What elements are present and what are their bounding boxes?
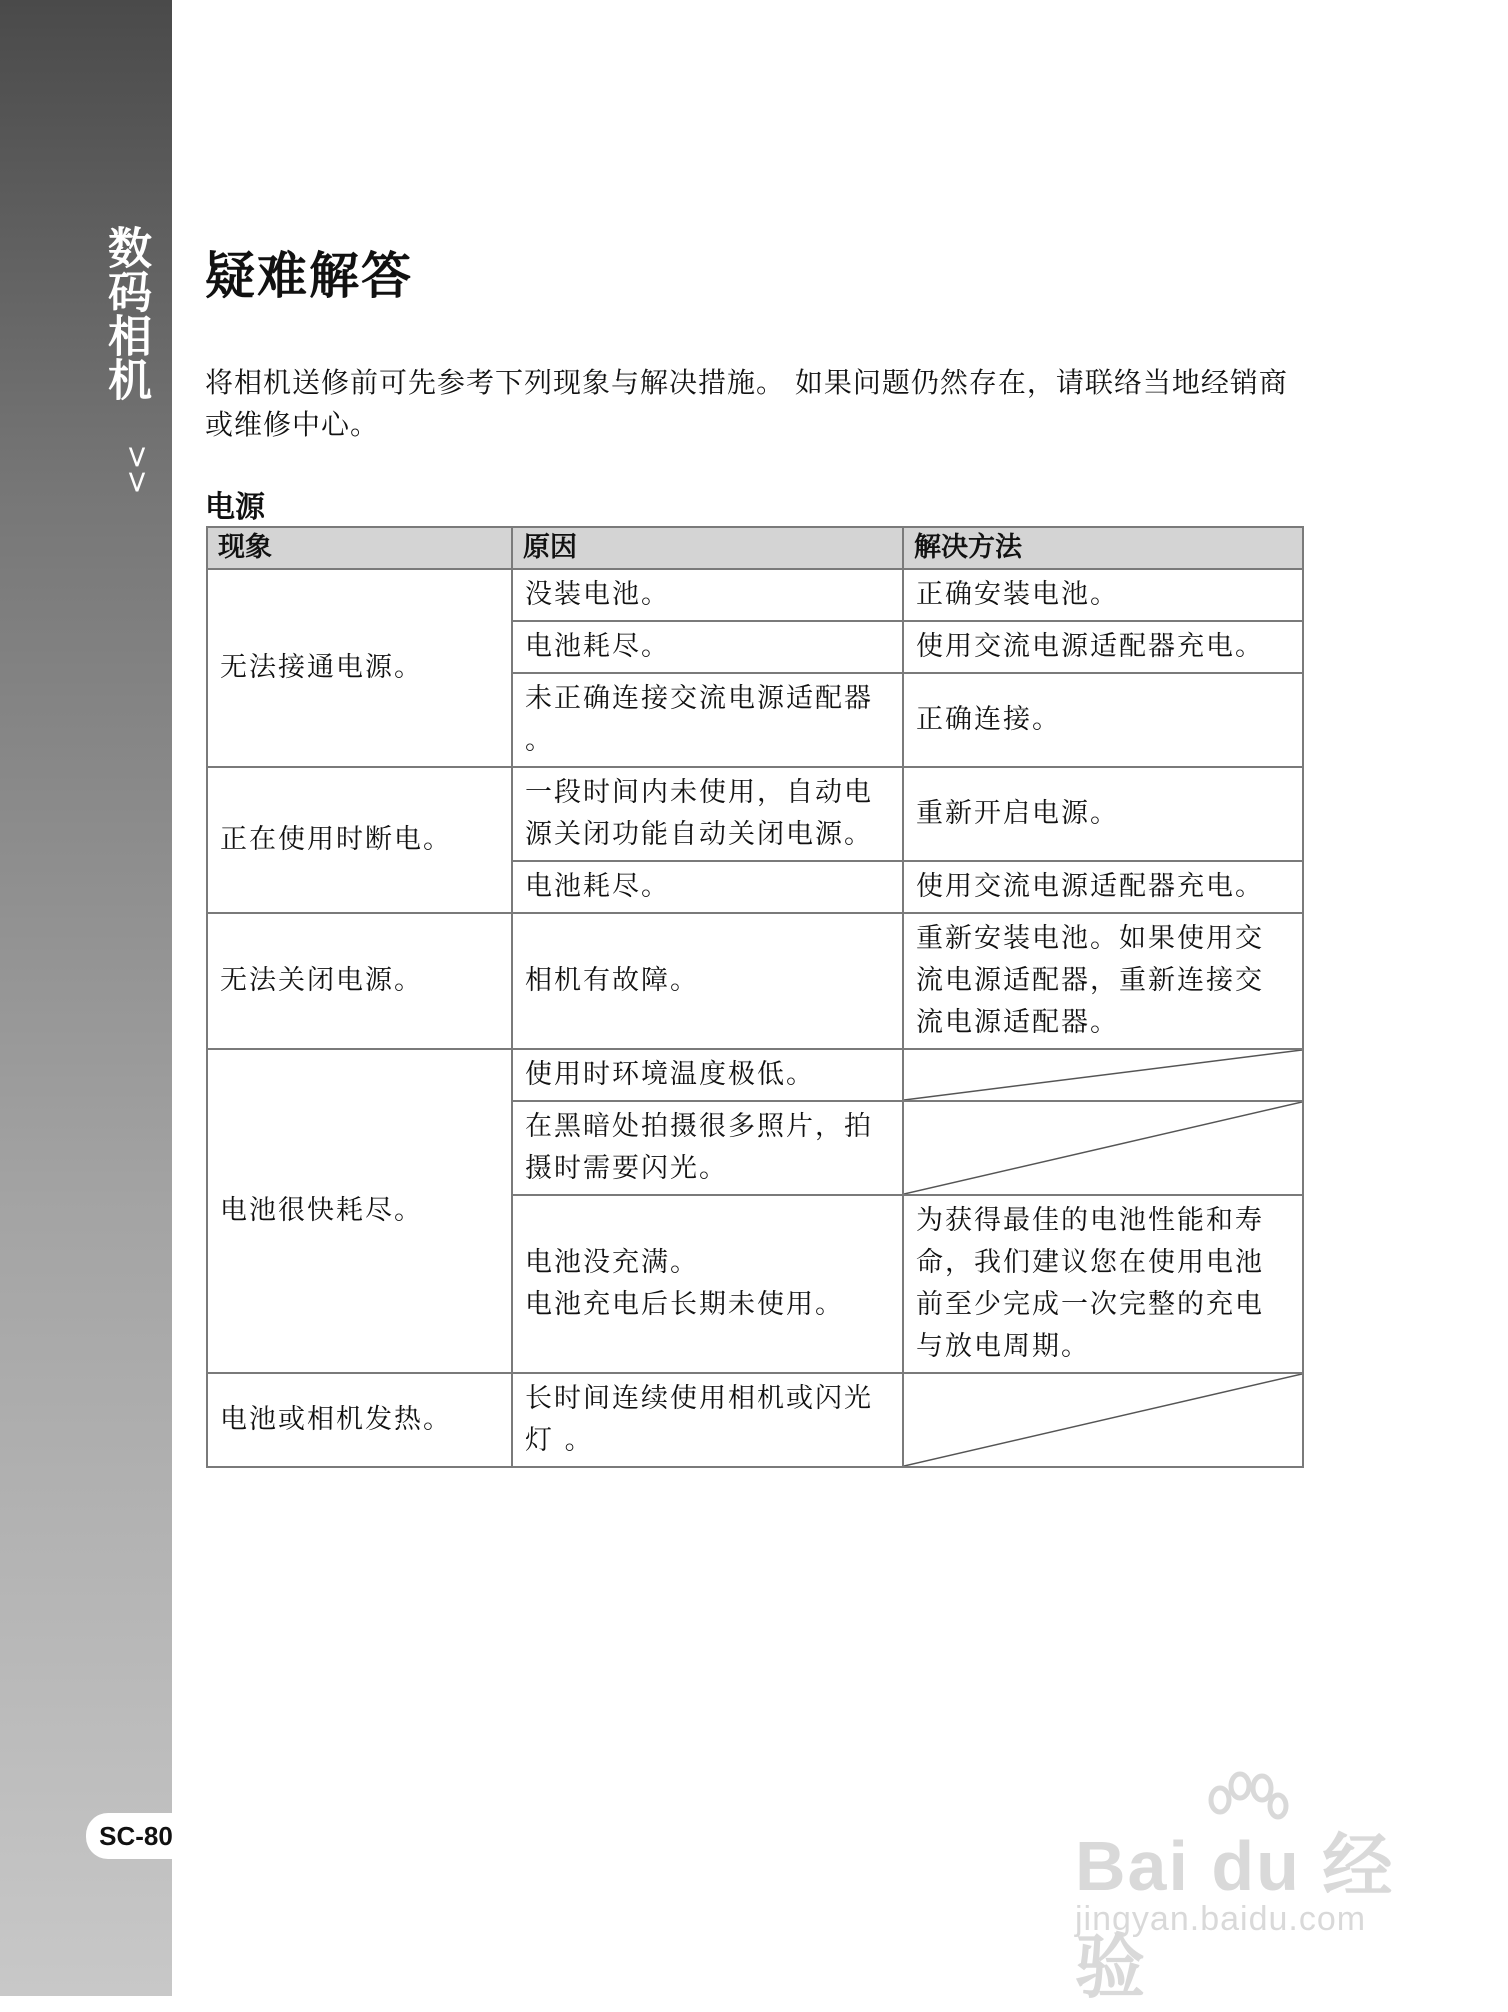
solution-cell: 重新安装电池。如果使用交流电源适配器，重新连接交流电源适配器。 (903, 913, 1303, 1049)
solution-cell: 正确安装电池。 (903, 569, 1303, 621)
troubleshooting-table (206, 526, 1304, 1468)
section-title: 电源 (205, 490, 265, 525)
cause-cell: 电池耗尽。 (512, 861, 903, 913)
empty-solution-cell (903, 1049, 1303, 1101)
solution-cell: 正确连接。 (903, 673, 1303, 767)
table-row (207, 569, 1303, 621)
sidebar (0, 0, 172, 1996)
symptom-cell: 电池或相机发热。 (207, 1373, 512, 1467)
chapter-title: 数码相机 (100, 225, 151, 401)
symptom-cell: 无法接通电源。 (207, 569, 512, 767)
table-row (207, 1373, 1303, 1467)
header-solution: 解决方法 (903, 527, 1303, 569)
solution-cell: 为获得最佳的电池性能和寿命，我们建议您在使用电池前至少完成一次完整的充电与放电周期。 (903, 1195, 1303, 1373)
cause-cell: 在黑暗处拍摄很多照片，拍摄时需要闪光。 (512, 1101, 903, 1195)
cause-cell: 一段时间内未使用，自动电源关闭功能自动关闭电源。 (512, 767, 903, 861)
diagonal-slash (904, 1374, 1302, 1466)
cause-cell: 长时间连续使用相机或闪光灯 。 (512, 1373, 903, 1467)
cause-line: 电池没充满。 (525, 1247, 699, 1278)
empty-solution-cell (903, 1373, 1303, 1467)
symptom-cell: 正在使用时断电。 (207, 767, 512, 913)
symptom-cell: 无法关闭电源。 (207, 913, 512, 1049)
intro-paragraph: 将相机送修前可先参考下列现象与解决措施。 如果问题仍然存在，请联络当地经销商或维修中心。 (205, 366, 1288, 441)
chapter-arrow-icon: >> (119, 444, 155, 495)
header-cause: 原因 (512, 527, 903, 569)
cause-cell: 相机有故障。 (512, 913, 903, 1049)
table-row (207, 913, 1303, 1049)
diagonal-slash (904, 1050, 1302, 1100)
table-row (207, 1049, 1303, 1101)
cause-line: 电池充电后长期未使用。 (525, 1289, 844, 1320)
solution-cell: 使用交流电源适配器充电。 (903, 861, 1303, 913)
page-number: SC-80 (86, 1813, 186, 1859)
page-title: 疑难解答 (205, 247, 413, 305)
cause-cell: 电池耗尽。 (512, 621, 903, 673)
solution-cell: 使用交流电源适配器充电。 (903, 621, 1303, 673)
header-symptom: 现象 (207, 527, 512, 569)
table-row (207, 767, 1303, 861)
symptom-cell: 电池很快耗尽。 (207, 1049, 512, 1373)
diagonal-slash (904, 1102, 1302, 1194)
watermark-url: jingyan.baidu.com (1075, 1900, 1367, 1938)
empty-solution-cell (903, 1101, 1303, 1195)
baidu-watermark (1075, 1770, 1425, 2006)
cause-cell: 没装电池。 (512, 569, 903, 621)
solution-cell: 重新开启电源。 (903, 767, 1303, 861)
watermark-logo: Bai du 经验 (1075, 1827, 1395, 2006)
table-header-row (207, 527, 1303, 569)
cause-cell (512, 1195, 903, 1373)
cause-cell: 使用时环境温度极低。 (512, 1049, 903, 1101)
cause-cell: 未正确连接交流电源适配器 。 (512, 673, 903, 767)
